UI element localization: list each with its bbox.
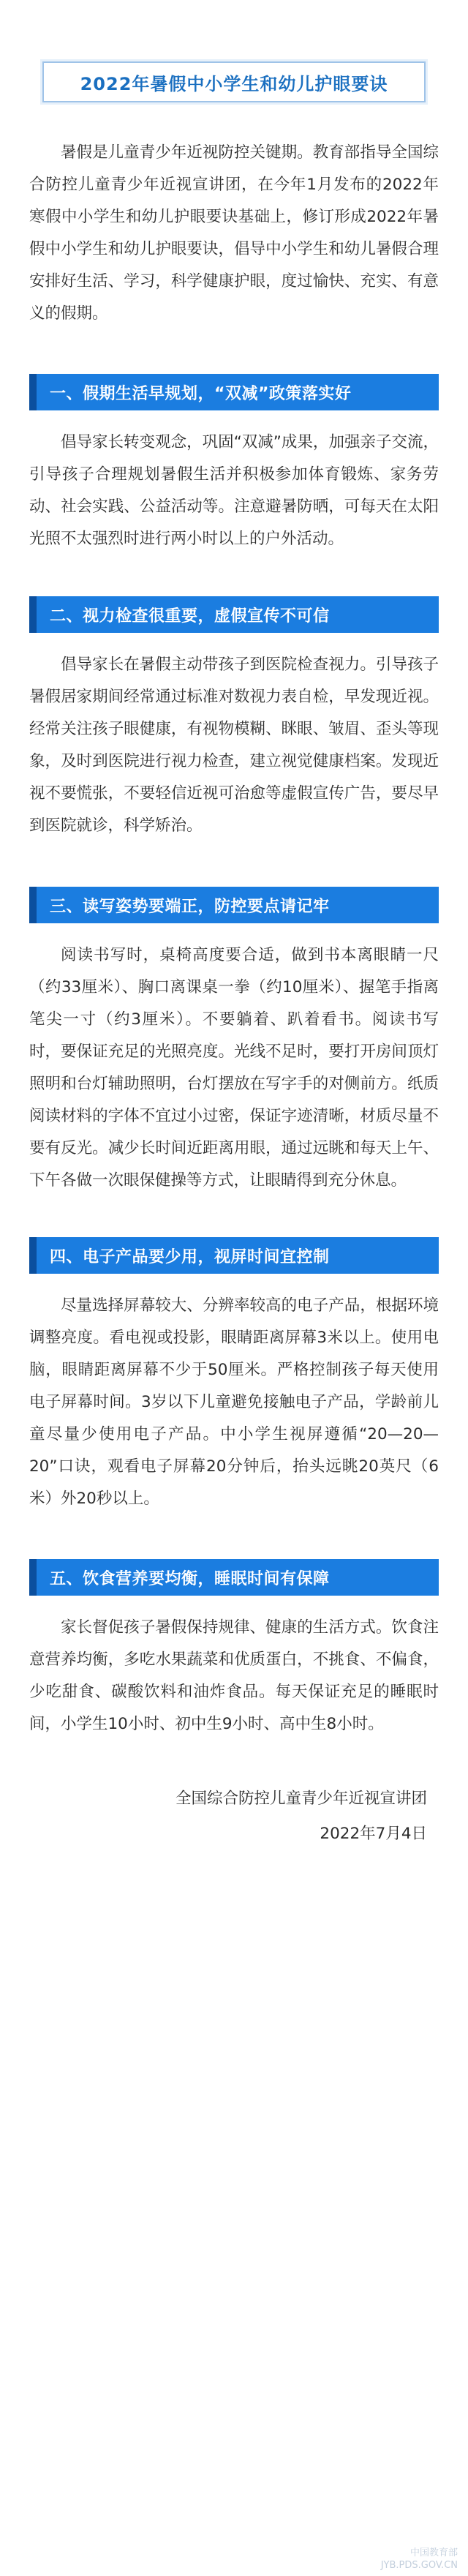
watermark-line-2: JYB.PDS.GOV.CN — [380, 2560, 458, 2571]
intro-paragraph: 暑假是儿童青少年近视防控关键期。教育部指导全国综合防控儿童青少年近视宣讲团，在今年1月发布的2022年寒假中小学生和幼儿护眼要诀基础上，修订形成2022年暑假中小学生和幼儿护眼要诀，倡导中小学生和幼儿暑假合理安排好生活、学习，科学健康护眼，度过愉快、充实、有意义的假期。 — [29, 143, 439, 323]
section-1-heading: 一、假期生活早规划，“双减”政策落实好 — [29, 374, 439, 410]
source-watermark — [381, 2547, 458, 2572]
section-2-body: 倡导家长在暑假主动带孩子到医院检查视力。引导孩子暑假居家期间经常通过标准对数视力表自检，早发现近视。经常关注孩子眼健康，有视物模糊、眯眼、皱眉、歪头等现象，及时到医院进行视力检查，建立视觉健康档案。发现近视不要慌张，不要轻信近视可治愈等虚假宣传广告，要尽早到医院就诊，科学矫治。 — [29, 656, 439, 835]
section-4-body: 尽量选择屏幕较大、分辨率较高的电子产品，根据环境调整亮度。看电视或投影，眼睛距离屏幕3米以上。使用电脑，眼睛距离屏幕不少于50厘米。严格控制孩子每天使用电子屏幕时间。3岁以下儿童避免接触电子产品，学龄前儿童尽量少使用电子产品。中小学生视屏遵循“20—20—20”口诀，观看电子屏幕20分钟后，抬头远眺20英尺（6米）外20秒以上。 — [29, 1296, 439, 1508]
signature-date: 2022年7月4日 — [320, 1825, 427, 1843]
signature-block — [29, 1781, 439, 1852]
page-title: 2022年暑假中小学生和幼儿护眼要诀 — [80, 73, 388, 94]
signature-org: 全国综合防控儿童青少年近视宣讲团 — [175, 1790, 427, 1808]
section-3-heading: 三、读写姿势要端正，防控要点请记牢 — [29, 887, 439, 923]
article-page — [0, 61, 468, 2576]
title-box — [42, 61, 426, 102]
section-5-body: 家长督促孩子暑假保持规律、健康的生活方式。饮食注意营养均衡，多吃水果蔬菜和优质蛋白，不挑食、不偏食，少吃甜食、碳酸饮料和油炸食品。每天保证充足的睡眠时间，小学生10小时、初中生9小时、高中生8小时。 — [29, 1618, 439, 1733]
section-2-heading: 二、视力检查很重要，虚假宣传不可信 — [29, 596, 439, 633]
section-1-body: 倡导家长转变观念，巩固“双减”成果，加强亲子交流，引导孩子合理规划暑假生活并积极参加体育锻炼、家务劳动、社会实践、公益活动等。注意避暑防晒，可每天在太阳光照不太强烈时进行两小时以上的户外活动。 — [29, 433, 439, 548]
watermark-line-1: 中国教育部 — [410, 2547, 458, 2558]
section-3-body: 阅读书写时，桌椅高度要合适，做到书本离眼睛一尺（约33厘米）、胸口离课桌一拳（约10厘米）、握笔手指离笔尖一寸（约3厘米）。不要躺着、趴着看书。阅读书写时，要保证充足的光照亮度。光线不足时，要打开房间顶灯照明和台灯辅助照明，台灯摆放在写字手的对侧前方。纸质阅读材料的字体不宜过小过密，保证字迹清晰，材质尽量不要有反光。减少长时间近距离用眼，通过远眺和每天上午、下午各做一次眼保健操等方式，让眼睛得到充分休息。 — [29, 946, 439, 1190]
section-5-heading: 五、饮食营养要均衡，睡眠时间有保障 — [29, 1559, 439, 1596]
section-4-heading: 四、电子产品要少用，视屏时间宜控制 — [29, 1237, 439, 1274]
